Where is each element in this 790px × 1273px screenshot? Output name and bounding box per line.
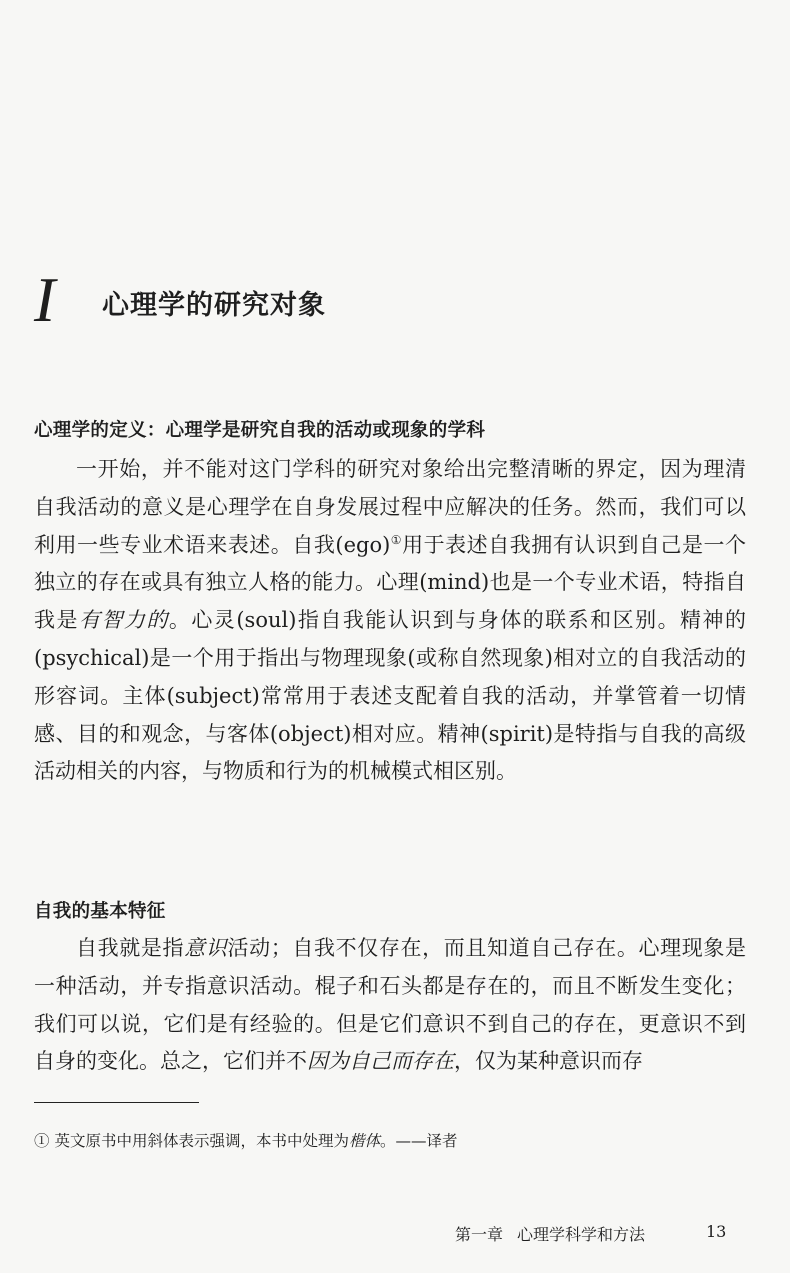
- emphasis-text: 因为自己而存在: [307, 1049, 454, 1074]
- paragraph-self-features: [34, 930, 746, 1081]
- paragraph-definition: [34, 451, 746, 791]
- page-number: 13: [706, 1222, 727, 1241]
- footnote-text-end: 。——译者: [379, 1132, 458, 1150]
- footnote-divider: [34, 1102, 199, 1103]
- paragraph-text: 。心灵(soul)指自我能认识到与身体的联系和区别。精神的(psychical)是一个用于指出与物理现象(或称自然现象)相对立的自我活动的形容词。主体(subject)常常用于表述支配着自我的活动，并掌管着一切情感、目的和观念，与客体(object)相对应。精神(spirit)是特指与自我的高级活动相关的内容，与物质和行为的机械模式相区别。: [34, 608, 747, 784]
- paragraph-text: 活动；自我不仅存在，而且知道自己存在。心理现象是一种活动，并专指意识活动。棍子和石头都是存在的，而且不断发生变化；我们可以说，它们是有经验的。但是它们意识不到自己的存在，更意识不到自身的变化。总之，它们并不: [34, 936, 747, 1074]
- section-heading-definition: 心理学的定义：心理学是研究自我的活动或现象的学科: [34, 420, 486, 441]
- emphasis-text: 意识: [184, 936, 228, 960]
- footer-chapter-title: 心理学科学和方法: [517, 1225, 646, 1244]
- paragraph-text: 一开始，并不能对这门学科的研究对象给出完整清晰的界定，因为理清自我活动的意义是心理学在自身发展过程中应解决的任务。然而，我们可以利用一些专业术语来表述。: [34, 457, 746, 557]
- footnote-text: 英文原书中用斜体表示强调，本书中处理为: [54, 1132, 349, 1150]
- footnote-mark: ①: [34, 1132, 50, 1150]
- running-footer: [455, 1222, 645, 1245]
- emphasis-text: 有智力的: [78, 608, 169, 633]
- footnote: [34, 1129, 458, 1151]
- section-heading-self-features: 自我的基本特征: [34, 901, 166, 922]
- chapter-title: 心理学的研究对象: [102, 290, 326, 321]
- footnote-reference: ①: [390, 532, 403, 547]
- paragraph-text: 自我就是指: [76, 936, 185, 960]
- paragraph-text: ，仅为某种意识而存: [454, 1049, 643, 1074]
- footer-chapter-label: 第一章: [455, 1225, 504, 1244]
- footnote-emphasis: 楷体: [348, 1132, 380, 1150]
- chapter-number: I: [34, 264, 56, 335]
- paragraph-text: 用于表述自我拥有认识到自己是一个独立的存在或具有独立人格的能力。心理(mind)也是一个专业术语，特指自我是: [34, 532, 746, 633]
- term-ego: 自我(ego): [292, 532, 391, 557]
